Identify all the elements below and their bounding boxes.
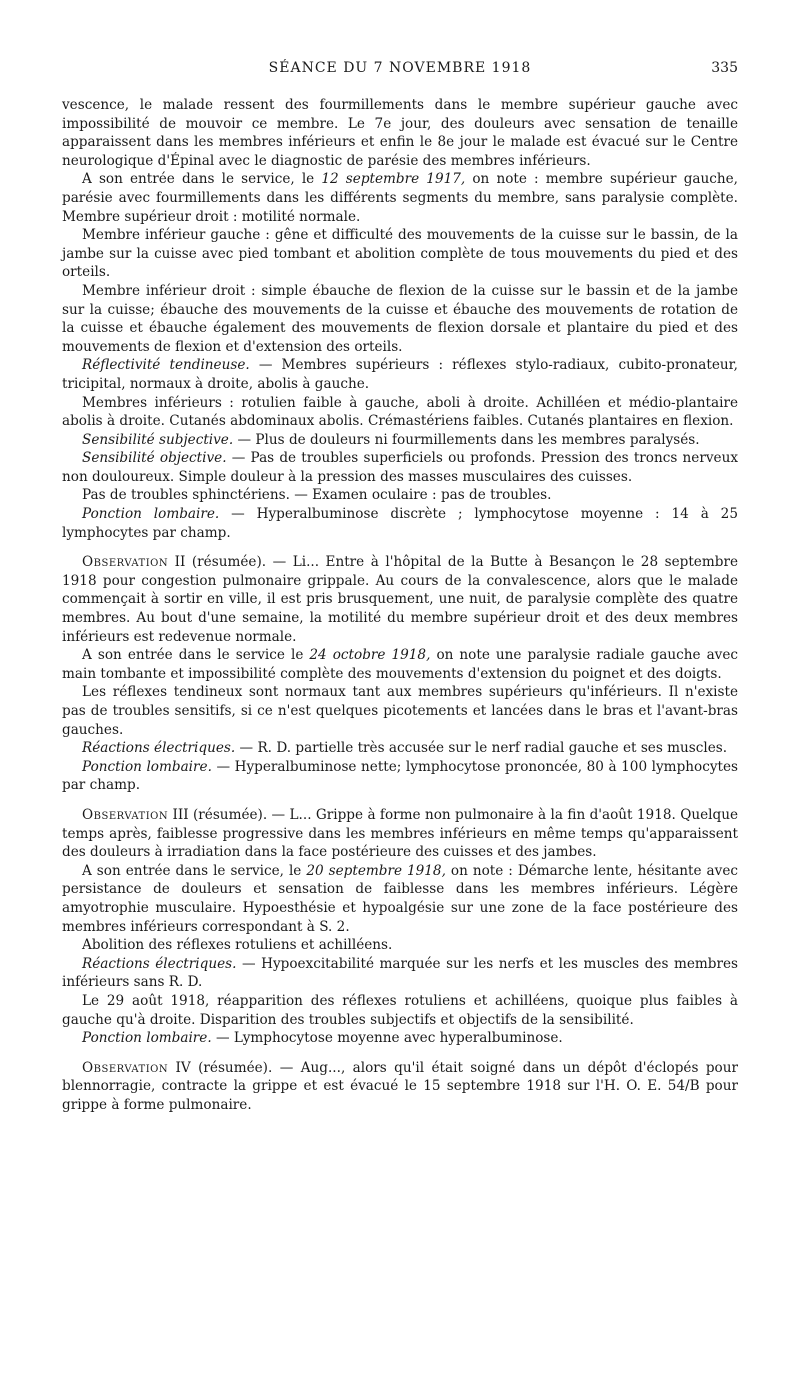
paragraph [62, 683, 738, 739]
page-number: 335 [711, 60, 738, 76]
paragraph [62, 758, 738, 795]
paragraph [62, 553, 738, 646]
italic-run: Ponction lombaire. [82, 758, 212, 775]
paragraph [62, 486, 738, 505]
text-run: II (résumée). — Li... Entre à l'hôpital de la Butte à Besançon le 28 septembre 1918 pour congestion pulmonaire grippale. Au cours de la convalescence, alors que le malade commençait à sortir en ville, il est pris brusquement, une nuit, de paralysie complète des quatre membres. Au bout d'une semaine, la motilité du membre supérieur droit et des deux membres inférieurs est redevenue normale. [62, 554, 738, 645]
text-run: — Membres supérieurs : réflexes stylo-radiaux, cubito-pronateur, tricipital, normaux à droite, abolis à gauche. [62, 357, 738, 392]
paragraph [62, 646, 738, 683]
text-run: A son entrée dans le service, le [82, 171, 322, 188]
text-run: on note : membre supérieur gauche, parésie avec fourmillements dans les différents segments du membre, sans paralysie complète. Membre supérieur droit : motilité normale. [62, 171, 738, 225]
text-run: Abolition des réflexes rotuliens et achilléens. [82, 937, 393, 954]
paragraph [62, 1059, 738, 1115]
paragraph [62, 394, 738, 431]
paragraph [62, 282, 738, 356]
text-run: vescence, le malade ressent des fourmillements dans le membre supérieur gauche avec impossibilité de mouvoir ce membre. Le 7e jour, des douleurs avec sensation de tenaille apparaissent dans les membres inférieurs et enfin le 8e jour le malade est évacué sur le Centre neurologique d'Épinal avec le diagnostic de parésie des membres inférieurs. [62, 97, 738, 169]
italic-run: 24 octobre 1918, [309, 647, 431, 664]
small-caps-run: Observation [82, 806, 169, 823]
text-run: Les réflexes tendineux sont normaux tant aux membres supérieurs qu'inférieurs. Il n'existe pas de troubles sensitifs, si ce n'est quelques picotements et lancées dans le bras et l'avant-bras gauches. [62, 684, 738, 738]
italic-run: Ponction lombaire. [82, 506, 220, 523]
page-header [62, 60, 738, 82]
paragraph [62, 936, 738, 955]
text-run: Le 29 août 1918, réapparition des réflexes rotuliens et achilléens, quoique plus faibles à gauche qu'à droite. Disparition des troubles subjectifs et objectifs de la sensibilité. [62, 992, 738, 1028]
text-run: — Hyperalbuminose discrète ; lymphocytose moyenne : 14 à 25 lymphocytes par champ. [62, 506, 738, 541]
italic-run: Réactions électriques. [82, 955, 237, 972]
paragraph [62, 992, 738, 1029]
text-run: — Hyperalbuminose nette; lymphocytose prononcée, 80 à 100 lymphocytes par champ. [62, 758, 738, 794]
paragraph [62, 431, 738, 450]
small-caps-run: Observation [82, 1059, 169, 1076]
body-text [62, 96, 738, 1114]
paragraph [62, 449, 738, 486]
text-run: IV (résumée). — Aug..., alors qu'il était soigné dans un dépôt d'éclopés pour blennorragie, contracte la grippe et est évacué le 15 septembre 1918 sur l'H. O. E. 54/B pour grippe à forme pulmonaire. [62, 1059, 738, 1113]
text-run: A son entrée dans le service, le [82, 862, 307, 879]
italic-run: Ponction lombaire. [82, 1030, 212, 1047]
paragraph [62, 739, 738, 758]
paragraph [62, 505, 738, 542]
text-run: III (résumée). — L... Grippe à forme non pulmonaire à la fin d'août 1918. Quelque temps après, faiblesse progressive dans les membres inférieurs en même temps qu'apparaissent des douleurs à irradiation dans la face postérieure des cuisses et des jambes. [62, 806, 738, 861]
running-title: SÉANCE DU 7 NOVEMBRE 1918 [268, 60, 532, 76]
italic-run: Réactions électriques. [82, 740, 236, 757]
paragraph [62, 96, 738, 170]
italic-run: Sensibilité subjective. [82, 431, 234, 448]
paragraph [62, 955, 738, 992]
italic-run: Réflectivité tendineuse. [82, 357, 250, 374]
paragraph [62, 226, 738, 282]
text-run: — Pas de troubles superficiels ou profonds. Pression des troncs nerveux non douloureux. Simple douleur à la pression des masses musculaires des cuisses. [62, 450, 738, 485]
paragraph [62, 806, 738, 862]
italic-run: 12 septembre 1917, [321, 171, 466, 188]
text-run: Pas de troubles sphinctériens. — Examen oculaire : pas de troubles. [82, 487, 552, 504]
text-run: Membres inférieurs : rotulien faible à gauche, aboli à droite. Achilléen et médio-plantaire abolis à droite. Cutanés abdominaux abolis. Crémastériens faibles. Cutanés plantaires en flexion. [62, 394, 738, 430]
text-run: — R. D. partielle très accusée sur le nerf radial gauche et ses muscles. [235, 740, 728, 757]
paragraph [62, 356, 738, 393]
text-run: — Plus de douleurs ni fourmillements dans les membres paralysés. [233, 431, 700, 448]
paragraph [62, 1029, 738, 1048]
text-run: on note une paralysie radiale gauche avec main tombante et impossibilité complète des mouvements d'extension du poignet et des doigts. [62, 647, 739, 682]
text-run: Membre inférieur droit : simple ébauche de flexion de la cuisse sur le bassin et de la jambe sur la cuisse; ébauche des mouvements de la cuisse et ébauche des mouvements de rotation de la cuisse et ébauche également des mouvements de flexion dorsale et plantaire du pied et des mouvements de flexion et d'extension des orteils. [62, 282, 738, 355]
text-run: — Lymphocytose moyenne avec hyperalbuminose. [211, 1030, 563, 1047]
paragraph [62, 862, 738, 936]
italic-run: Sensibilité objective. [82, 450, 227, 467]
text-run: — Hypoexcitabilité marquée sur les nerfs et les muscles des membres inférieurs sans R. D. [62, 955, 738, 991]
small-caps-run: Observation [82, 554, 169, 571]
text-run: A son entrée dans le service le [82, 647, 310, 664]
italic-run: 20 septembre 1918, [306, 862, 446, 879]
paragraph [62, 170, 738, 226]
text-run: on note : Démarche lente, hésitante avec persistance de douleurs et sensation de faiblesse dans les membres inférieurs. Légère amyotrophie musculaire. Hypoesthésie et hypoalgésie sur une zone de la face postérieure des membres inférieurs correspondant à S. 2. [62, 862, 738, 935]
text-run: Membre inférieur gauche : gêne et difficulté des mouvements de la cuisse sur le bassin, de la jambe sur la cuisse avec pied tombant et abolition complète de tous mouvements du pied et des orteils. [62, 227, 738, 281]
